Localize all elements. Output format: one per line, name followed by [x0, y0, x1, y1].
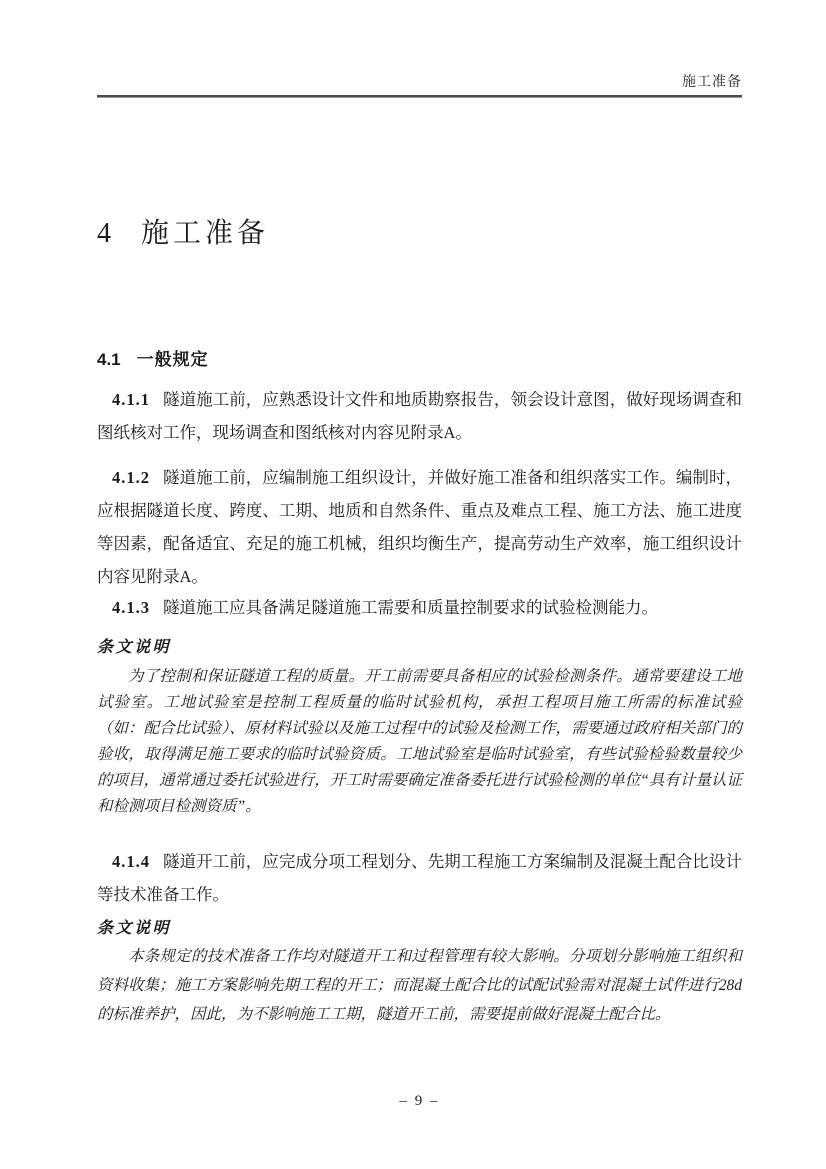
page-number: – 9 –: [399, 1093, 440, 1109]
clause-4-1-1-text: 隧道施工前，应熟悉设计文件和地质勘察报告，领会设计意图，做好现场调查和图纸核对工作，现场调查和图纸核对内容见附录A。: [97, 390, 742, 442]
clause-4-1-2-text: 隧道施工前，应编制施工组织设计，并做好施工准备和组织落实工作。编制时，应根据隧道长度、跨度、工期、地质和自然条件、重点及难点工程、施工方法、施工进度等因素，配备适宜、充足的施工机械，组织均衡生产，提高劳动生产效率，施工组织设计内容见附录A。: [97, 468, 742, 586]
section-heading: [97, 349, 742, 371]
header-rule: [97, 95, 742, 98]
clause-4-1-3: [97, 591, 742, 624]
running-header-text: 施工准备: [682, 75, 742, 90]
chapter-heading: [97, 216, 742, 252]
explanation-1-text: 为了控制和保证隧道工程的质量。开工前需要具备相应的试验检测条件。通常要建设工地试验室。工地试验室是控制工程质量的临时试验机构，承担工程项目施工所需的标准试验（如：配合比试验）、原材料试验以及施工过程中的试验及检测工作，需要通过政府相关部门的验收，取得满足施工要求的临时试验资质。工地试验室是临时试验室，有些试验检验数量较少的项目，通常通过委托试验进行，开工时需要确定准备委托进行试验检测的单位“具有计量认证和检测项目检测资质”。: [97, 668, 742, 815]
clause-4-1-2: [97, 461, 742, 593]
chapter-title: 施工准备: [141, 218, 270, 249]
explanation-2-text: 本条规定的技术准备工作均对隧道开工和过程管理有较大影响。分项划分影响施工组织和资料收集；施工方案影响先期工程的开工；而混凝土配合比的试配试验需对混凝土试件进行28d的标准养护，因此，为不影响施工工期，隧道开工前，需要提前做好混凝土配合比。: [97, 948, 742, 1023]
chapter-number: 4: [97, 218, 111, 249]
section-title: 一般规定: [136, 350, 209, 369]
clause-4-1-2-number: 4.1.2: [112, 468, 150, 487]
section-number: 4.1: [97, 350, 121, 369]
clause-4-1-4: [97, 845, 742, 911]
clause-4-1-4-number: 4.1.4: [112, 852, 150, 871]
clause-4-1-4-text: 隧道开工前，应完成分项工程划分、先期工程施工方案编制及混凝土配合比设计等技术准备工作。: [97, 852, 742, 904]
explanation-1-heading: 条文说明: [97, 639, 172, 656]
clause-4-1-1-number: 4.1.1: [112, 390, 150, 409]
clause-4-1-3-text: 隧道施工应具备满足隧道施工需要和质量控制要求的试验检测能力。: [163, 598, 658, 617]
explanation-2-heading: 条文说明: [97, 920, 172, 937]
clause-4-1-1: [97, 383, 742, 449]
clause-4-1-3-number: 4.1.3: [112, 598, 150, 617]
running-header: [97, 73, 742, 92]
